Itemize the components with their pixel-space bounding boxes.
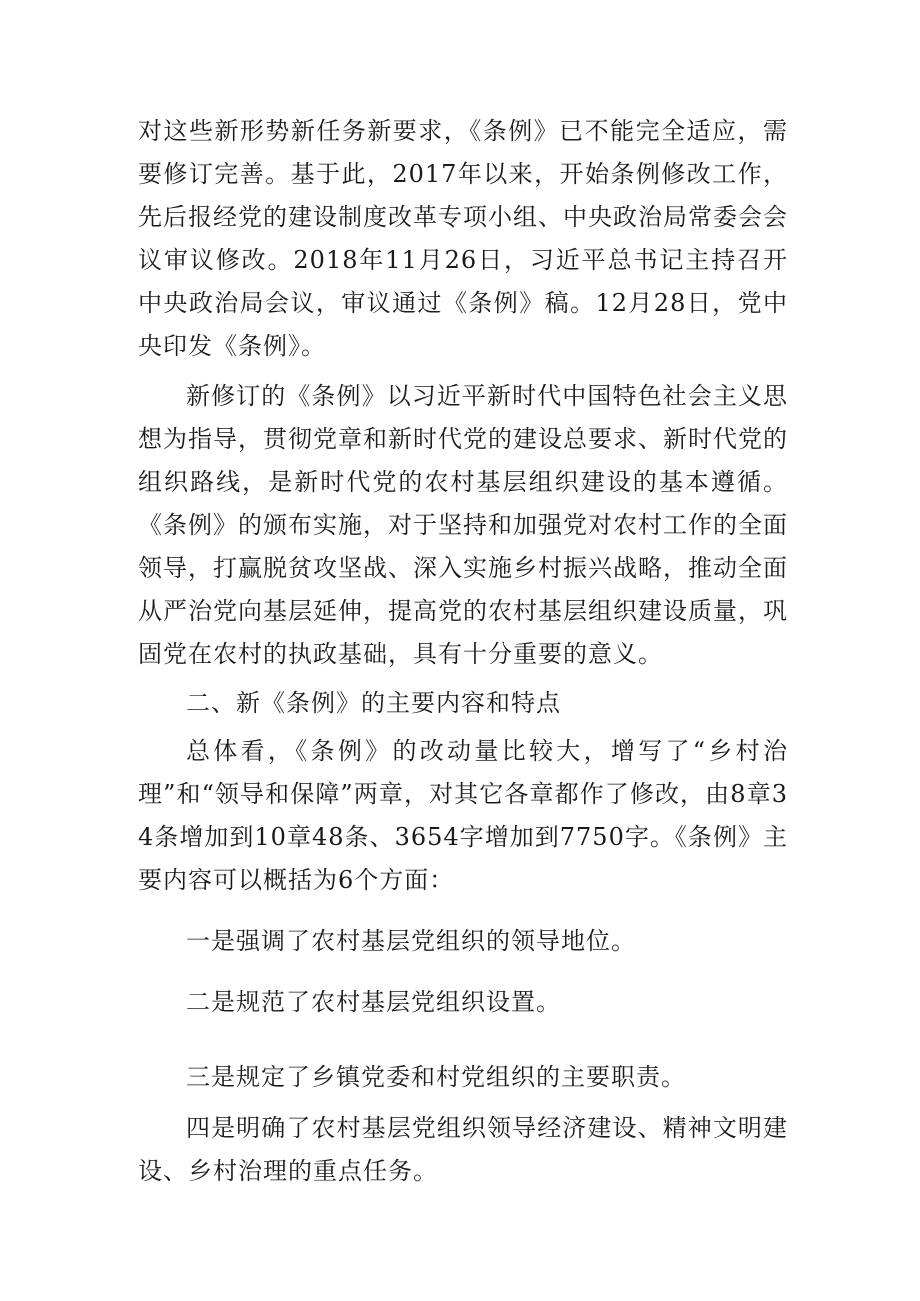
list-item-2: 二是规范了农村基层党组织设置。	[186, 988, 561, 1016]
list-item-1: 一是强调了农村基层党组织的领导地位。	[186, 927, 636, 955]
section-heading: 二、新《条例》的主要内容和特点	[186, 689, 561, 717]
paragraph-continuation: 对这些新形势新任务新要求，《条例》已不能完全适应，需要修订完善。基于此，2017年以来，开始条例修改工作，先后报经党的建设制度改革专项小组、中央政治局常委会会议审议修改。2018年11月26日，习近平总书记主持召开中央政治局会议，审议通过《条例》稿。12月28日，党中央印发《条例》。	[138, 117, 788, 360]
document-page	[138, 110, 788, 1193]
paragraph-significance: 新修订的《条例》以习近平新时代中国特色社会主义思想为指导，贯彻党章和新时代党的建设总要求、新时代党的组织路线，是新时代党的农村基层组织建设的基本遵循。《条例》的颁布实施，对于坚持和加强党对农村工作的全面领导，打赢脱贫攻坚战、深入实施乡村振兴战略，推动全面从严治党向基层延伸，提高党的农村基层组织建设质量，巩固党在农村的执政基础，具有十分重要的意义。	[138, 382, 788, 668]
list-item-3: 三是规定了乡镇党委和村党组织的主要职责。	[186, 1063, 686, 1091]
paragraph-overview: 总体看，《条例》的改动量比较大，增写了“乡村治理”和“领导和保障”两章，对其它各章都作了修改，由8章34条增加到10章48条、3654字增加到7750字。《条例》主要内容可以概括为6个方面：	[138, 737, 788, 894]
list-item-4: 四是明确了农村基层党组织领导经济建设、精神文明建设、乡村治理的重点任务。	[138, 1114, 788, 1185]
